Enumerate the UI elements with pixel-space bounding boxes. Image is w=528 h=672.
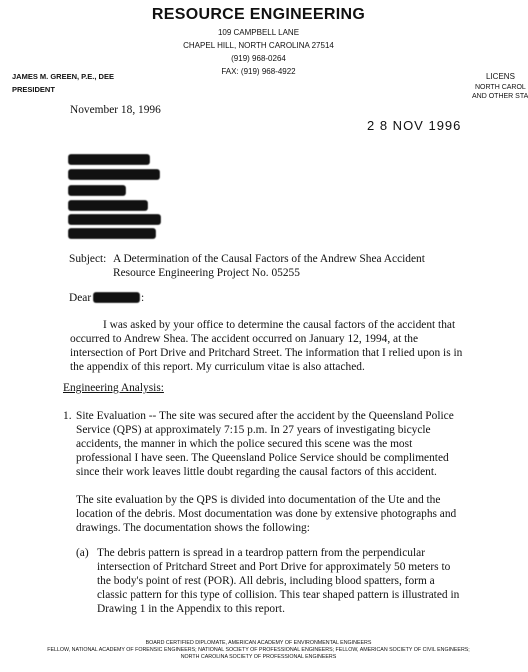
subject-line-2: Resource Engineering Project No. 05255 [113, 267, 300, 279]
item-1-number: 1. [63, 410, 72, 422]
para-2-line-1: The site evaluation by the QPS is divided into documentation of the Ute and the [76, 494, 441, 506]
redaction-bar [69, 215, 160, 224]
letter-date: November 18, 1996 [70, 104, 161, 116]
subject-line-1: A Determination of the Causal Factors of the Andrew Shea Accident [113, 253, 425, 265]
item-1-line-5: since their work leaves little doubt regarding the causal factors of this accident. [76, 466, 437, 478]
footer-line-3: NORTH CAROLINA SOCIETY OF PROFESSIONAL ENGINEERS [180, 654, 337, 660]
footer-line-2: FELLOW, NATIONAL ACADEMY OF FORENSIC ENGINEERS; NATIONAL SOCIETY OF PROFESSIONAL ENGINEERS; FELLOW, AMERICAN SOCIETY OF CIVIL ENGINEERS; [47, 647, 470, 653]
redaction-bar [69, 170, 159, 179]
redaction-bar [69, 155, 149, 164]
president-name: JAMES M. GREEN, P.E., DEE [12, 72, 114, 81]
item-a-line-1: The debris pattern is spread in a teardrop pattern from the perpendicular [97, 547, 425, 559]
item-a-line-3: the body's point of rest (POR). All debris, including blood spatters, form a [97, 575, 435, 587]
item-a-line-4: classic pattern for this type of collision. This tear shaped pattern is illustrated in [97, 589, 460, 601]
fax-line: FAX: (919) 968-4922 [221, 67, 296, 76]
company-name: RESOURCE ENGINEERING [151, 6, 366, 23]
footer-credentials [0, 640, 517, 661]
address-line-2: CHAPEL HILL, NORTH CAROLINA 27514 [183, 41, 334, 50]
salutation: Dear [69, 292, 92, 304]
section-heading: Engineering Analysis: [63, 382, 164, 394]
license-label: LICENS [486, 72, 515, 81]
item-a-line-2: intersection of Pritchard Street and Port Drive for approximately 50 meters to [97, 561, 451, 573]
subject-label: Subject: [69, 253, 107, 265]
item-1-line-4: professional I have seen. The Queensland Police Service should be complimented [76, 452, 449, 464]
item-1-line-1: Site Evaluation -- The site was secured after the accident by the Queensland Police [76, 410, 454, 422]
intro-line-2: occurred to Andrew Shea. The accident occurred on January 12, 1994, at the [70, 333, 419, 345]
salutation-colon: : [141, 292, 145, 304]
received-stamp: 2 8 NOV 1996 [367, 118, 462, 133]
redaction-bar [69, 186, 125, 195]
president-title: PRESIDENT [12, 85, 55, 94]
redaction-bar [69, 201, 147, 210]
footer-line-1: BOARD CERTIFIED DIPLOMATE, AMERICAN ACADEMY OF ENVIRONMENTAL ENGINEERS [145, 640, 372, 646]
address-line-1: 109 CAMPBELL LANE [217, 28, 300, 37]
redacted-recipient-name [94, 293, 139, 302]
intro-line-4: the appendix of this report. My curriculum vitae is also attached. [70, 361, 365, 373]
item-1-line-2: Service (QPS) at approximately 7:15 p.m. In 27 years of investigating bicycle [76, 424, 431, 436]
redaction-bar [69, 229, 155, 238]
item-1-line-3: accidents, the manner in which the police secured this scene was the most [76, 438, 413, 450]
license-state: NORTH CAROL [475, 84, 526, 91]
intro-line-1: I was asked by your office to determine the causal factors of the accident that [103, 319, 456, 331]
item-a-label: (a) [76, 547, 89, 559]
item-a-line-5: Drawing 1 in the Appendix to this report. [97, 603, 285, 615]
para-2-line-2: location of the debris. Most documentation was done by extensive photographs and [76, 508, 457, 520]
para-2-line-3: drawings. The documentation shows the following: [76, 522, 310, 534]
license-other: AND OTHER STA [472, 93, 528, 100]
phone-line: (919) 968-0264 [231, 54, 286, 63]
intro-line-3: intersection of Port Drive and Pritchard Street. The information that I relied upon is in [70, 347, 463, 359]
